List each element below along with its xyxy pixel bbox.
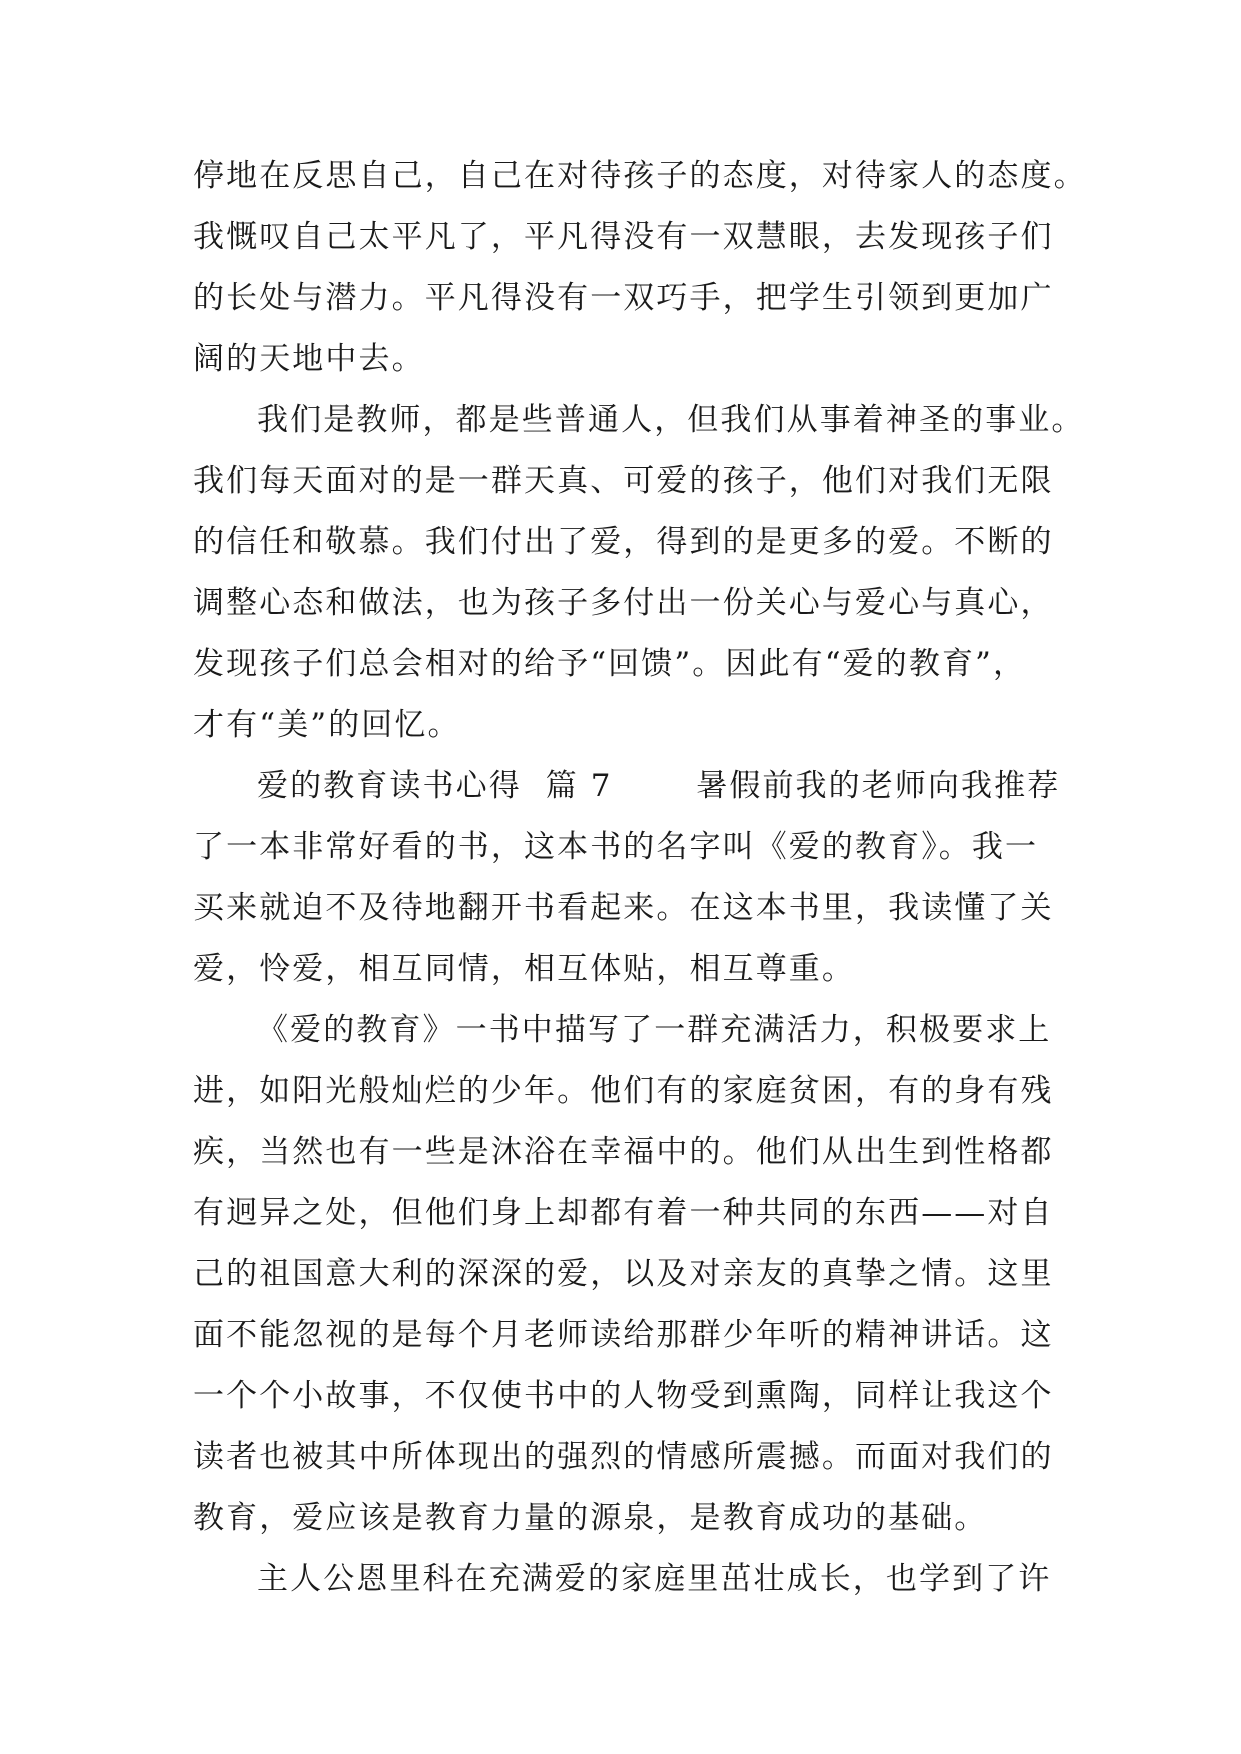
text-line: 疾，当然也有一些是沐浴在幸福中的。他们从出生到性格都 [193,1134,1054,1170]
text-line: 才有“美”的回忆。 [193,707,461,743]
text-line: 进，如阳光般灿烂的少年。他们有的家庭贫困，有的身有残 [193,1073,1054,1109]
text-line: 面不能忽视的是每个月老师读给那群少年听的精神讲话。这 [193,1317,1054,1353]
text-line: 有迥异之处，但他们身上却都有着一种共同的东西——对自 [193,1195,1054,1231]
text-line: 的信任和敬慕。我们付出了爱，得到的是更多的爱。不断的 [193,524,1054,560]
text-line: 教育，爱应该是教育力量的源泉，是教育成功的基础。 [193,1500,988,1536]
text-line: 阔的天地中去。 [193,341,425,377]
text-line: 读者也被其中所体现出的强烈的情感所震撼。而面对我们的 [193,1439,1054,1475]
document-body [193,146,1087,1610]
text-line: 己的祖国意大利的深深的爱，以及对亲友的真挚之情。这里 [193,1256,1054,1292]
text-line: 一个个小故事，不仅使书中的人物受到熏陶，同样让我这个 [193,1378,1054,1414]
text-line: 停地在反思自己，自己在对待孩子的态度，对待家人的态度。 [193,158,1087,194]
text-line: 爱，怜爱，相互同情，相互体贴，相互尊重。 [193,951,855,987]
text-line: 的长处与潜力。平凡得没有一双巧手，把学生引领到更加广 [193,280,1054,316]
text-line: 爱的教育读书心得 篇 7 暑假前我的老师向我推荐 [257,768,1061,804]
text-line: 调整心态和做法，也为孩子多付出一份关心与爱心与真心， [193,585,1054,621]
text-line: 了一本非常好看的书，这本书的名字叫《爱的教育》。我一 [193,829,1039,865]
text-line: 我们每天面对的是一群天真、可爱的孩子，他们对我们无限 [193,463,1054,499]
text-line: 买来就迫不及待地翻开书看起来。在这本书里，我读懂了关 [193,890,1054,926]
text-line: 《爱的教育》一书中描写了一群充满活力，积极要求上 [257,1012,1052,1048]
text-line: 发现孩子们总会相对的给予“回馈”。因此有“爱的教育”， [193,646,1027,682]
text-line: 我们是教师，都是些普通人，但我们从事着神圣的事业。 [257,402,1085,438]
text-line: 主人公恩里科在充满爱的家庭里茁壮成长，也学到了许 [257,1561,1052,1597]
text-line: 我慨叹自己太平凡了，平凡得没有一双慧眼，去发现孩子们 [193,219,1054,255]
